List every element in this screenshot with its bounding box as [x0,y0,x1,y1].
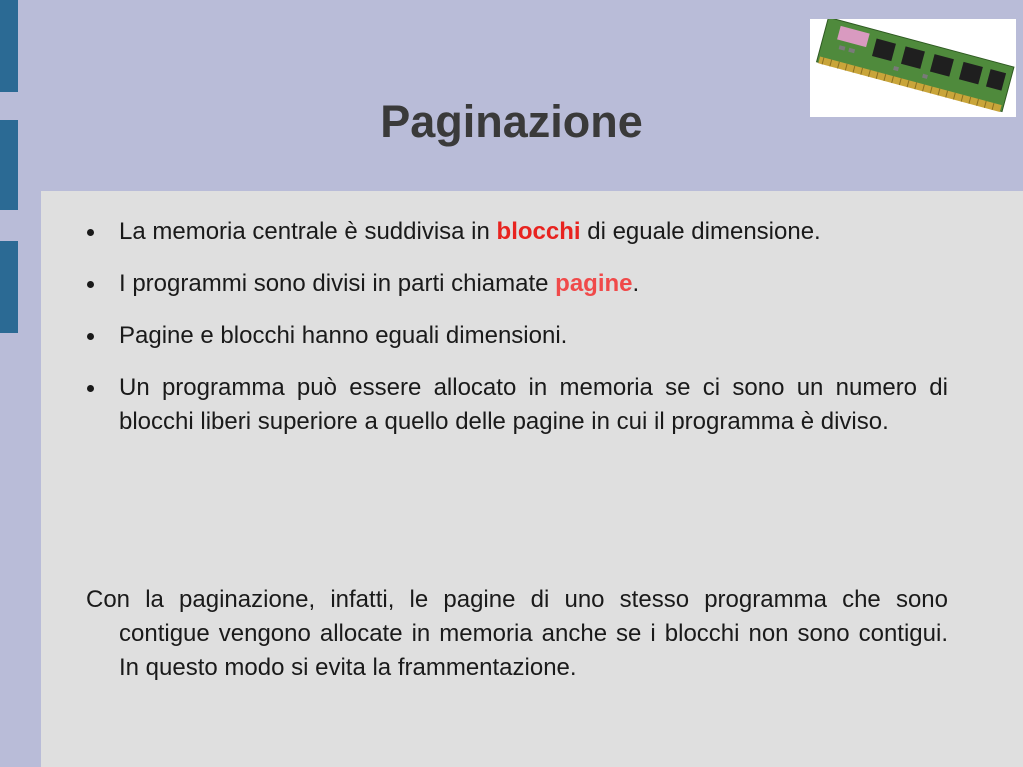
highlight-term: blocchi [496,218,581,245]
list-item: I programmi sono divisi in parti chiamate pagine. [86,267,948,301]
bullet-dot-icon [87,229,94,236]
bullet-list [86,215,948,457]
list-item: Un programma può essere allocato in memoria se ci sono un numero di blocchi liberi superiore a quello delle pagine in cui il programma è diviso. [86,371,948,439]
page-title: Paginazione [380,96,643,147]
bullet-dot-icon [87,385,94,392]
bullet-dot-icon [87,333,94,340]
highlight-term: pagine [555,270,633,297]
accent-bar-bottom [0,241,18,333]
content-panel [41,191,1023,767]
list-item: La memoria centrale è suddivisa in blocchi di eguale dimensione. [86,215,948,249]
accent-bar-top [0,0,18,92]
closing-paragraph: Con la paginazione, infatti, le pagine di uno stesso programma che sono contigue vengono allocate in memoria anche se i blocchi non sono contigui. In questo modo si evita la frammentazione. [86,586,948,681]
list-item: Pagine e blocchi hanno eguali dimensioni. [86,319,948,353]
bullet-dot-icon [87,281,94,288]
